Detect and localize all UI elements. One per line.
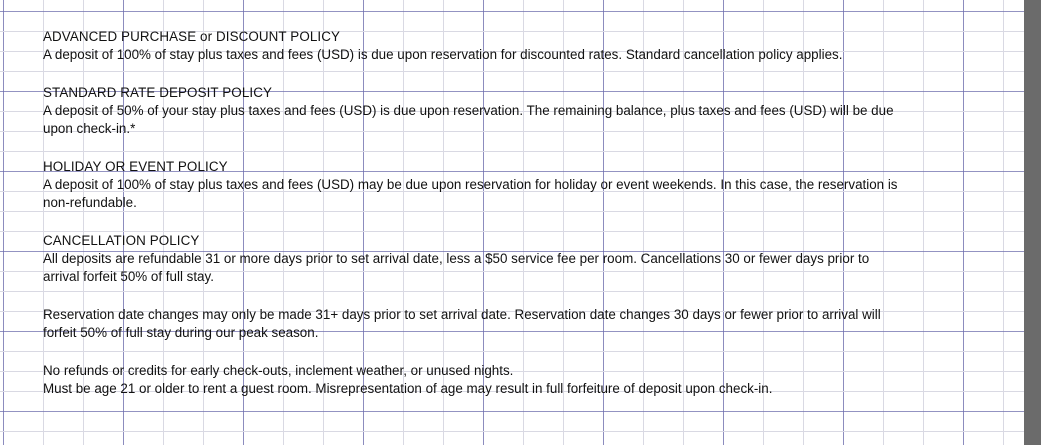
advanced-purchase-text: A deposit of 100% of stay plus taxes and fees (USD) is due upon reservation for discounted rates. Standard cancellation policy applies.	[43, 47, 843, 62]
standard-rate-text: A deposit of 50% of your stay plus taxes and fees (USD) is due upon reservation. The remaining balance, plus taxes and fees (USD) will be due upon check-in.*	[43, 103, 894, 136]
final-notes-section	[43, 362, 903, 398]
age-requirement-text: Must be age 21 or older to rent a guest room. Misrepresentation of age may result in full forfeiture of deposit upon check-in.	[43, 381, 773, 396]
advanced-purchase-heading: ADVANCED PURCHASE or DISCOUNT POLICY	[43, 29, 341, 44]
no-refunds-text: No refunds or credits for early check-outs, inclement weather, or unused nights.	[43, 363, 514, 378]
holiday-event-text: A deposit of 100% of stay plus taxes and fees (USD) may be due upon reservation for holiday or event weekends. In this case, the reservation is non-refundable.	[43, 177, 898, 210]
policy-document	[43, 28, 903, 398]
standard-rate-section	[43, 84, 903, 138]
cancellation-heading: CANCELLATION POLICY	[43, 233, 200, 248]
vertical-scrollbar[interactable]	[1024, 0, 1041, 445]
cancellation-text: All deposits are refundable 31 or more days prior to set arrival date, less a $50 service fee per room. Cancellations 30 or fewer days prior to arrival forfeit 50% of full stay.	[43, 251, 870, 284]
date-change-text: Reservation date changes may only be made 31+ days prior to set arrival date. Reservation date changes 30 days or fewer prior to arrival will forfeit 50% of full stay during our peak season.	[43, 307, 881, 340]
standard-rate-heading: STANDARD RATE DEPOSIT POLICY	[43, 85, 272, 100]
holiday-event-section	[43, 158, 903, 212]
advanced-purchase-section	[43, 28, 903, 64]
cancellation-section	[43, 232, 903, 286]
date-change-section	[43, 306, 903, 342]
holiday-event-heading: HOLIDAY OR EVENT POLICY	[43, 159, 228, 174]
